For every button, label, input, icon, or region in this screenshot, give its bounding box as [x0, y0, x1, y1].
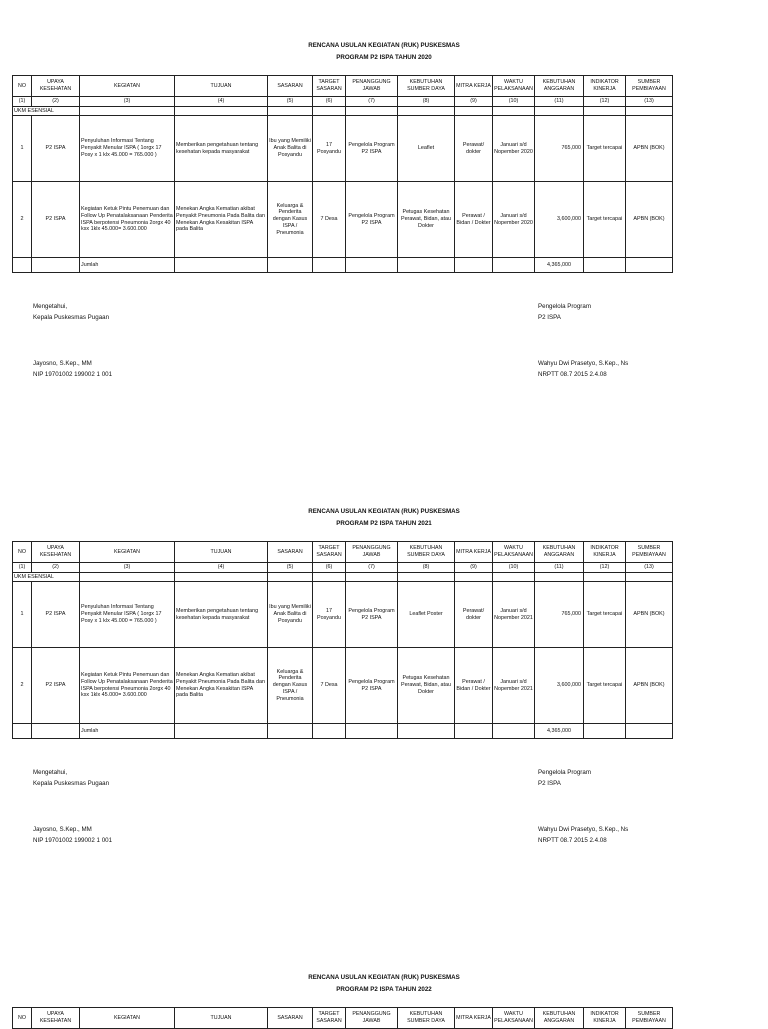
- col-number: (11): [535, 563, 584, 573]
- cell-kegiatan: Penyuluhan Informasi Tentang Penyakit Menular ISPA ( 1orgx 17 Posy x 1 klx 45.000 = 765.000 ): [80, 582, 175, 648]
- col-number: (9): [455, 97, 493, 107]
- cell-sasaran: Ibu yang Memiliki Anak Balita di Posyandu: [268, 116, 313, 182]
- cell-tujuan: Menekan Angka Kematian akibat Penyakit Pneumonia Pada Balita dan Menekan Angka Kesakitan ISPA pada Balita: [175, 648, 268, 724]
- table-row: [13, 582, 673, 648]
- cell-pj: Pengelola Program P2 ISPA: [346, 582, 398, 648]
- col-number: (9): [455, 563, 493, 573]
- signature-right: [538, 301, 628, 380]
- col-number: (10): [493, 97, 535, 107]
- signature-left: [33, 301, 112, 380]
- known-label: Mengetahui,: [33, 769, 68, 776]
- cell-waktu: Januari s/d Nopember 2020: [493, 182, 535, 258]
- col-number: (12): [584, 563, 626, 573]
- manager-id: NRPTT 08.7 2015 2.4.08: [538, 837, 607, 844]
- header-sumber-daya: KEBUTUHAN SUMBER DAYA: [398, 76, 455, 97]
- header-no: NO: [13, 1008, 32, 1029]
- header-upaya: UPAYA KESEHATAN: [32, 542, 80, 563]
- cell-indikator: Target tercapai: [584, 648, 626, 724]
- header-mitra: MITRA KERJA: [455, 76, 493, 97]
- header-anggaran: KEBUTUHAN ANGGARAN: [535, 76, 584, 97]
- cell-anggaran: 765,000: [535, 582, 584, 648]
- header-tujuan: TUJUAN: [175, 1008, 268, 1029]
- col-number: (4): [175, 97, 268, 107]
- cell-target: 17 Posyandu: [313, 116, 346, 182]
- header-pj: PENANGGUNG JAWAB: [346, 76, 398, 97]
- cell-sumber-daya: Leaflet Poster: [398, 582, 455, 648]
- cell-pembiayaan: APBN (BOK): [626, 182, 673, 258]
- col-number: (2): [32, 563, 80, 573]
- col-number: (3): [80, 563, 175, 573]
- table-row: [13, 116, 673, 182]
- header-kegiatan: KEGIATAN: [80, 1008, 175, 1029]
- ruk-table: [12, 1007, 673, 1029]
- cell-sumber-daya: Petugas Kesehatan Perawat, Bidan, atau Dokter: [398, 648, 455, 724]
- header-indikator: INDIKATOR KINERJA: [584, 1008, 626, 1029]
- header-target: TARGET SASARAN: [313, 1008, 346, 1029]
- header-target: TARGET SASARAN: [313, 76, 346, 97]
- col-number: (13): [626, 97, 673, 107]
- cell-pj: Pengelola Program P2 ISPA: [346, 182, 398, 258]
- cell-mitra: Perawat/ dokter: [455, 116, 493, 182]
- col-number: (5): [268, 563, 313, 573]
- col-number: (8): [398, 97, 455, 107]
- head-role: Kepala Puskesmas Pugaan: [33, 314, 110, 321]
- head-name: Jayosno, S.Kep., MM: [33, 360, 92, 367]
- cell-tujuan: Memberikan pengetahuan tentang kesehatan kepada masyarakat: [175, 582, 268, 648]
- col-number: (13): [626, 563, 673, 573]
- header-anggaran: KEBUTUHAN ANGGARAN: [535, 542, 584, 563]
- ruk-table: [12, 75, 673, 273]
- col-number: (12): [584, 97, 626, 107]
- header-tujuan: TUJUAN: [175, 76, 268, 97]
- col-number: (4): [175, 563, 268, 573]
- known-label: Mengetahui,: [33, 303, 68, 310]
- total-value: 4,365,000: [535, 258, 584, 273]
- cell-waktu: Januari s/d Nopember 2020: [493, 116, 535, 182]
- header-pembiayaan: SUMBER PEMBIAYAAN: [626, 1008, 673, 1029]
- manager-name: Wahyu Dwi Prasetyo, S.Kep., Ns: [538, 826, 629, 833]
- header-pj: PENANGGUNG JAWAB: [346, 542, 398, 563]
- cell-pembiayaan: APBN (BOK): [626, 116, 673, 182]
- col-number: (11): [535, 97, 584, 107]
- cell-target: 17 Posyandu: [313, 582, 346, 648]
- header-indikator: INDIKATOR KINERJA: [584, 542, 626, 563]
- col-number: (1): [13, 563, 32, 573]
- cell-tujuan: Menekan Angka Kematian akibat Penyakit Pneumonia Pada Balita dan Menekan Angka Kesakitan ISPA pada Balita: [175, 182, 268, 258]
- cell-pembiayaan: APBN (BOK): [626, 582, 673, 648]
- cell-indikator: Target tercapai: [584, 182, 626, 258]
- doc-title: RENCANA USULAN KEGIATAN (RUK) PUSKESMAS: [308, 42, 460, 49]
- ukm-label: UKM ESENSIAL: [13, 573, 80, 582]
- doc-title: RENCANA USULAN KEGIATAN (RUK) PUSKESMAS: [308, 974, 460, 981]
- header-anggaran: KEBUTUHAN ANGGARAN: [535, 1008, 584, 1029]
- cell-waktu: Januari s/d Nopember 2021: [493, 582, 535, 648]
- doc-subtitle: PROGRAM P2 ISPA TAHUN 2021: [336, 520, 432, 527]
- cell-sumber-daya: Petugas Kesehatan Perawat, Bidan, atau Dokter: [398, 182, 455, 258]
- manager-name: Wahyu Dwi Prasetyo, S.Kep., Ns: [538, 360, 629, 367]
- header-tujuan: TUJUAN: [175, 542, 268, 563]
- header-mitra: MITRA KERJA: [455, 542, 493, 563]
- ruk-table: [12, 541, 673, 739]
- cell-target: 7 Desa: [313, 648, 346, 724]
- cell-upaya: P2 ISPA: [32, 116, 80, 182]
- cell-no: 1: [13, 116, 32, 182]
- head-name: Jayosno, S.Kep., MM: [33, 826, 92, 833]
- cell-kegiatan: Penyuluhan Informasi Tentang Penyakit Menular ISPA ( 1orgx 17 Posy x 1 klx 45.000 = 765.000 ): [80, 116, 175, 182]
- manager-id: NRPTT 08.7 2015 2.4.08: [538, 371, 607, 378]
- signature-right: [538, 767, 628, 846]
- header-pembiayaan: SUMBER PEMBIAYAAN: [626, 542, 673, 563]
- total-row: [13, 258, 673, 273]
- header-pembiayaan: SUMBER PEMBIAYAAN: [626, 76, 673, 97]
- head-nip: NIP 19701002 199002 1 001: [33, 837, 113, 844]
- cell-upaya: P2 ISPA: [32, 648, 80, 724]
- cell-anggaran: 3,600,000: [535, 648, 584, 724]
- manager-role: Pengelola Program: [538, 769, 591, 776]
- cell-upaya: P2 ISPA: [32, 182, 80, 258]
- total-row: [13, 724, 673, 739]
- cell-no: 2: [13, 182, 32, 258]
- header-sasaran: SASARAN: [268, 542, 313, 563]
- cell-waktu: Januari s/d Nopember 2021: [493, 648, 535, 724]
- table-row: [13, 648, 673, 724]
- doc-title: RENCANA USULAN KEGIATAN (RUK) PUSKESMAS: [308, 508, 460, 515]
- head-nip: NIP 19701002 199002 1 001: [33, 371, 113, 378]
- col-number: (2): [32, 97, 80, 107]
- col-number: (7): [346, 563, 398, 573]
- cell-anggaran: 765,000: [535, 116, 584, 182]
- cell-no: 2: [13, 648, 32, 724]
- header-no: NO: [13, 542, 32, 563]
- cell-upaya: P2 ISPA: [32, 582, 80, 648]
- header-no: NO: [13, 76, 32, 97]
- header-pj: PENANGGUNG JAWAB: [346, 1008, 398, 1029]
- doc-subtitle: PROGRAM P2 ISPA TAHUN 2020: [336, 54, 432, 61]
- col-number: (5): [268, 97, 313, 107]
- col-number: (6): [313, 563, 346, 573]
- header-waktu: WAKTU PELAKSANAAN: [493, 76, 535, 97]
- cell-pembiayaan: APBN (BOK): [626, 648, 673, 724]
- header-upaya: UPAYA KESEHATAN: [32, 76, 80, 97]
- header-upaya: UPAYA KESEHATAN: [32, 1008, 80, 1029]
- header-sumber-daya: KEBUTUHAN SUMBER DAYA: [398, 542, 455, 563]
- total-label: Jumlah: [80, 258, 175, 273]
- doc-subtitle: PROGRAM P2 ISPA TAHUN 2022: [336, 986, 432, 993]
- cell-sumber-daya: Leaflet: [398, 116, 455, 182]
- header-indikator: INDIKATOR KINERJA: [584, 76, 626, 97]
- cell-mitra: Perawat / Bidan / Dokter: [455, 182, 493, 258]
- header-kegiatan: KEGIATAN: [80, 76, 175, 97]
- header-waktu: WAKTU PELAKSANAAN: [493, 542, 535, 563]
- cell-pj: Pengelola Program P2 ISPA: [346, 648, 398, 724]
- cell-no: 1: [13, 582, 32, 648]
- cell-mitra: Perawat/ dokter: [455, 582, 493, 648]
- cell-kegiatan: Kegiatan Ketuk Pintu Penemuan dan Follow Up Penatalaksanaan Penderita ISPA berpotensi Pneumonia 2orgx 40 ksx 1klx 45.000= 3.600.000: [80, 182, 175, 258]
- col-number: (8): [398, 563, 455, 573]
- signature-left: [33, 767, 112, 846]
- header-sasaran: SASARAN: [268, 1008, 313, 1029]
- table-row: [13, 182, 673, 258]
- header-kegiatan: KEGIATAN: [80, 542, 175, 563]
- cell-sasaran: Keluarga & Penderita dengan Kasus ISPA / Pneumonia: [268, 182, 313, 258]
- cell-target: 7 Desa: [313, 182, 346, 258]
- cell-anggaran: 3,600,000: [535, 182, 584, 258]
- cell-tujuan: Memberikan pengetahuan tentang kesehatan kepada masyarakat: [175, 116, 268, 182]
- head-role: Kepala Puskesmas Pugaan: [33, 780, 110, 787]
- col-number: (3): [80, 97, 175, 107]
- col-number: (10): [493, 563, 535, 573]
- manager-role: Pengelola Program: [538, 303, 591, 310]
- cell-pj: Pengelola Program P2 ISPA: [346, 116, 398, 182]
- cell-indikator: Target tercapai: [584, 582, 626, 648]
- cell-mitra: Perawat / Bidan / Dokter: [455, 648, 493, 724]
- cell-sasaran: Ibu yang Memiliki Anak Balita di Posyandu: [268, 582, 313, 648]
- col-number: (1): [13, 97, 32, 107]
- total-value: 4,365,000: [535, 724, 584, 739]
- manager-program: P2 ISPA: [538, 314, 561, 321]
- header-target: TARGET SASARAN: [313, 542, 346, 563]
- cell-indikator: Target tercapai: [584, 116, 626, 182]
- ukm-label: UKM ESENSIAL: [13, 107, 80, 116]
- header-sasaran: SASARAN: [268, 76, 313, 97]
- header-sumber-daya: KEBUTUHAN SUMBER DAYA: [398, 1008, 455, 1029]
- cell-sasaran: Keluarga & Penderita dengan Kasus ISPA / Pneumonia: [268, 648, 313, 724]
- manager-program: P2 ISPA: [538, 780, 561, 787]
- header-mitra: MITRA KERJA: [455, 1008, 493, 1029]
- header-waktu: WAKTU PELAKSANAAN: [493, 1008, 535, 1029]
- col-number: (6): [313, 97, 346, 107]
- col-number: (7): [346, 97, 398, 107]
- cell-kegiatan: Kegiatan Ketuk Pintu Penemuan dan Follow Up Penatalaksanaan Penderita ISPA berpotensi Pneumonia 2orgx 40 ksx 1klx 45.000= 3.600.000: [80, 648, 175, 724]
- total-label: Jumlah: [80, 724, 175, 739]
